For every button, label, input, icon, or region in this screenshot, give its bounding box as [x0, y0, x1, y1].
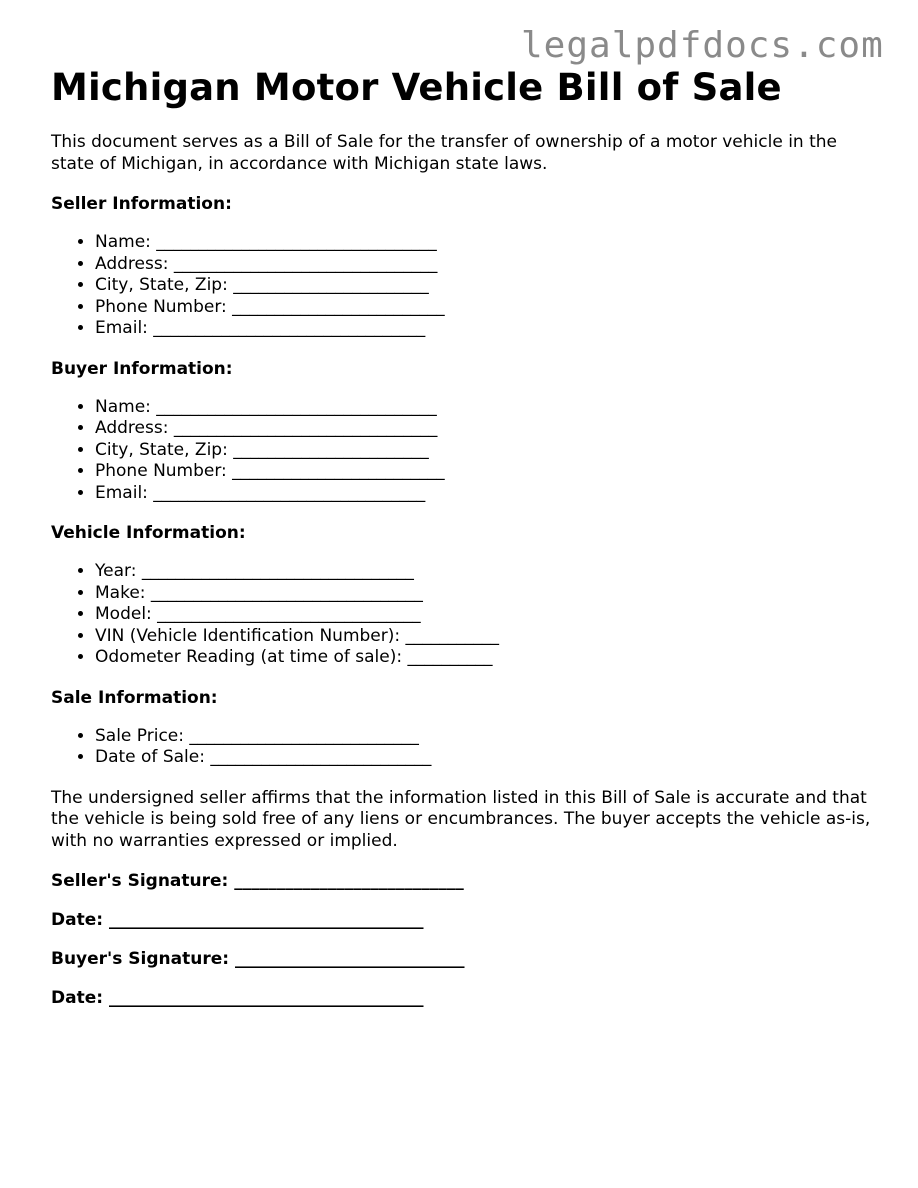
buyer-date-line: Date: _____________________________________: [51, 988, 424, 1008]
intro-paragraph: This document serves as a Bill of Sale for the transfer of ownership of a motor vehicle in the state of Michigan, in accordance with Michigan state laws.: [51, 132, 837, 174]
seller-field-list: [51, 232, 881, 340]
seller-city-state-zip-field: • City, State, Zip: _______________________: [95, 275, 881, 297]
vehicle-vin-field: • VIN (Vehicle Identification Number): ___________: [95, 626, 881, 648]
buyer-field-list: [51, 397, 881, 505]
vehicle-field-list: [51, 561, 881, 669]
vehicle-make-field: • Make: ________________________________: [95, 583, 881, 605]
seller-section-title: Seller Information:: [51, 194, 232, 214]
sale-price-field: • Sale Price: ___________________________: [95, 726, 881, 748]
buyer-signature-line: Buyer's Signature: ___________________________: [51, 949, 465, 969]
buyer-email-field: • Email: ________________________________: [95, 483, 881, 505]
sale-section-title: Sale Information:: [51, 687, 218, 708]
sale-date-field: • Date of Sale: __________________________: [95, 747, 881, 769]
seller-address-field: • Address: _______________________________: [95, 254, 881, 276]
vehicle-year-field: • Year: ________________________________: [95, 561, 881, 583]
document-title: Michigan Motor Vehicle Bill of Sale: [51, 66, 782, 109]
seller-email-field: • Email: ________________________________: [95, 318, 881, 340]
vehicle-section-title: Vehicle Information:: [51, 523, 246, 543]
watermark-logo: legalpdfdocs.com: [521, 25, 884, 66]
buyer-city-state-zip-field: • City, State, Zip: _______________________: [95, 440, 881, 462]
buyer-phone-field: • Phone Number: _________________________: [95, 461, 881, 483]
sale-field-list: [51, 726, 881, 769]
seller-phone-field: • Phone Number: _________________________: [95, 297, 881, 319]
vehicle-model-field: • Model: _______________________________: [95, 604, 881, 626]
buyer-section-title: Buyer Information:: [51, 358, 233, 379]
document-page: [51, 68, 881, 1009]
affirmation-paragraph: The undersigned seller affirms that the information listed in this Bill of Sale is accurate and that the vehicle is being sold free of any liens or encumbrances. The buyer accepts the vehicle as-is, with no warranties expressed or implied.: [51, 787, 871, 851]
seller-signature-line: Seller's Signature: ___________________________: [51, 871, 464, 891]
buyer-name-field: • Name: _________________________________: [95, 397, 881, 419]
vehicle-odometer-field: • Odometer Reading (at time of sale): __________: [95, 647, 881, 669]
seller-name-field: • Name: _________________________________: [95, 232, 881, 254]
seller-date-line: Date: _____________________________________: [51, 910, 424, 930]
buyer-address-field: • Address: _______________________________: [95, 418, 881, 440]
